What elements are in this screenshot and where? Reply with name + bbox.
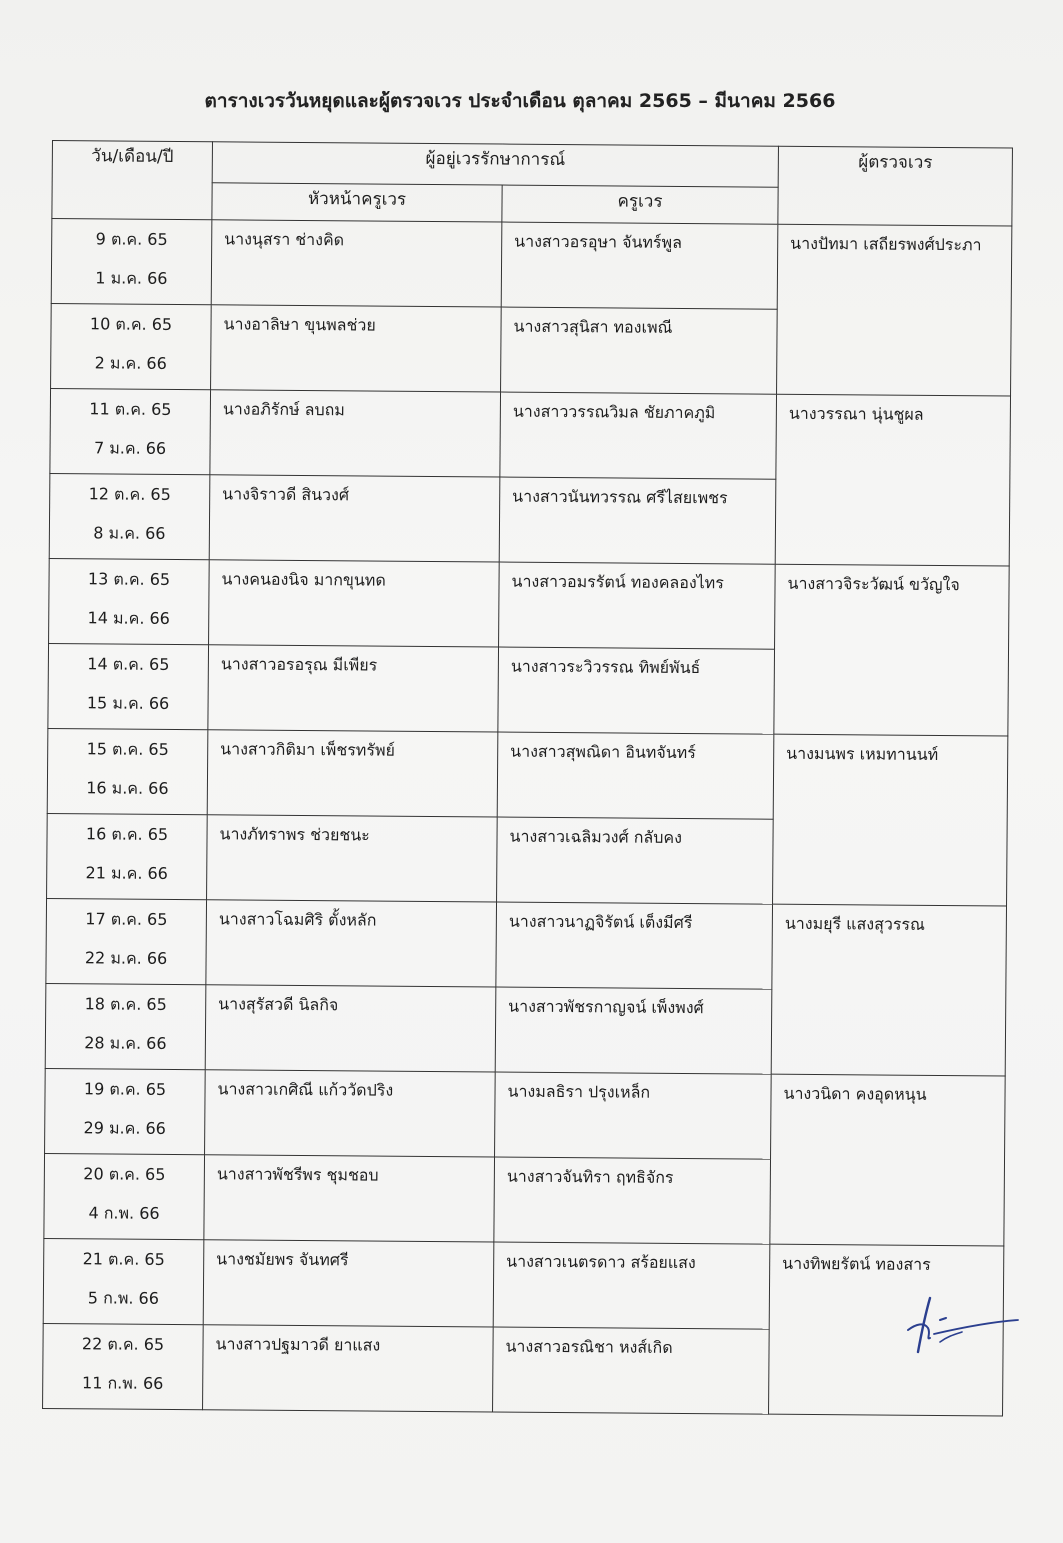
date-secondary: 16 ม.ค. 66 xyxy=(86,778,169,798)
date-primary: 12 ต.ค. 65 xyxy=(88,484,171,504)
head-teacher-cell: นางจิราวดี สินวงศ์ xyxy=(209,475,500,562)
teacher-cell: นางมลธิรา ปรุงเหล็ก xyxy=(495,1072,772,1159)
teacher-cell: นางสาวเนตรดาว สร้อยแสง xyxy=(493,1242,770,1329)
date-primary: 17 ต.ค. 65 xyxy=(85,909,168,929)
date-primary: 21 ต.ค. 65 xyxy=(82,1249,165,1269)
inspector-cell: นางวรรณา นุ่นชูผล xyxy=(775,394,1010,566)
date-primary: 22 ต.ค. 65 xyxy=(81,1334,165,1354)
inspector-cell: นางวนิดา คงอุดหนุน xyxy=(770,1074,1005,1246)
head-teacher-cell: นางอภิรักษ์ ลบถม xyxy=(210,390,501,477)
date-primary: 20 ต.ค. 65 xyxy=(83,1164,166,1184)
date-primary: 9 ต.ค. 65 xyxy=(95,229,168,249)
teacher-cell: นางสาวเฉลิมวงศ์ กลับคง xyxy=(497,817,774,904)
date-primary: 15 ต.ค. 65 xyxy=(86,739,169,759)
table-row xyxy=(43,1238,1004,1331)
date-cell xyxy=(51,303,212,389)
date-secondary: 29 ม.ค. 66 xyxy=(83,1118,166,1138)
head-teacher-cell: นางสาวอรอรุณ มีเพียร xyxy=(208,645,499,732)
head-teacher-cell: นางสาวกิติมา เพ็ชรทรัพย์ xyxy=(207,730,498,817)
head-teacher-cell: นางภัทราพร ช่วยชนะ xyxy=(207,815,498,902)
date-primary: 16 ต.ค. 65 xyxy=(85,824,169,844)
date-primary: 19 ต.ค. 65 xyxy=(83,1079,167,1099)
date-cell xyxy=(47,728,208,814)
table-row xyxy=(46,898,1007,991)
head-teacher-cell: นางสาวเกศิณี แก้ววัดปริง xyxy=(205,1070,496,1157)
date-cell xyxy=(43,1323,204,1409)
head-teacher-cell: นางสุรัสวดี นิลกิจ xyxy=(205,985,496,1072)
date-cell xyxy=(47,813,208,899)
date-secondary: 1 ม.ค. 66 xyxy=(95,268,168,288)
date-secondary: 11 ก.พ. 66 xyxy=(82,1373,164,1393)
date-cell xyxy=(49,473,210,559)
date-secondary: 5 ก.พ. 66 xyxy=(87,1288,160,1308)
date-cell xyxy=(48,643,209,729)
date-cell xyxy=(44,1153,205,1239)
teacher-cell: นางสาวนันทวรรณ ศรีไสยเพชร xyxy=(499,477,776,564)
table-row xyxy=(45,1068,1006,1161)
teacher-cell: นางสาวสุนิสา ทองเพณี xyxy=(501,307,778,394)
head-teacher-cell: นางนุสรา ช่างคิด xyxy=(211,220,502,307)
header-teacher: ครูเวร xyxy=(502,185,778,224)
inspector-cell: นางมนพร เหมทานนท์ xyxy=(773,734,1008,906)
header-inspector: ผู้ตรวจเวร xyxy=(778,146,1013,226)
head-teacher-cell: นางคนองนิจ มากขุนทด xyxy=(209,560,500,647)
date-cell xyxy=(45,1068,206,1154)
head-teacher-cell: นางอาลิษา ขุนพลช่วย xyxy=(211,305,502,392)
date-secondary: 14 ม.ค. 66 xyxy=(87,608,170,628)
duty-schedule-table xyxy=(42,140,1013,1417)
date-cell xyxy=(51,219,212,305)
date-cell xyxy=(46,898,207,984)
head-teacher-cell: นางสาวปฐมาวดี ยาแสง xyxy=(203,1325,494,1412)
date-primary: 13 ต.ค. 65 xyxy=(87,569,171,589)
date-secondary: 15 ม.ค. 66 xyxy=(86,693,170,713)
table-row xyxy=(51,219,1012,312)
signature-icon xyxy=(900,1290,1030,1360)
date-primary: 10 ต.ค. 65 xyxy=(89,314,173,334)
date-secondary: 4 ก.พ. 66 xyxy=(88,1203,160,1223)
teacher-cell: นางสาวอรณิชา หงส์เกิด xyxy=(493,1327,770,1414)
inspector-cell: นางทิพยรัตน์ ทองสาร xyxy=(769,1244,1004,1416)
date-primary: 18 ต.ค. 65 xyxy=(84,994,167,1014)
teacher-cell: นางสาววรรณวิมล ชัยภาคภูมิ xyxy=(500,392,777,479)
header-date: วัน/เดือน/ปี xyxy=(52,141,213,220)
date-cell xyxy=(43,1238,204,1324)
date-secondary: 28 ม.ค. 66 xyxy=(84,1033,167,1053)
table-row xyxy=(49,558,1010,651)
teacher-cell: นางสาวพัชรกาญจน์ เพ็งพงศ์ xyxy=(495,987,772,1074)
date-primary: 11 ต.ค. 65 xyxy=(89,399,172,419)
inspector-cell: นางสาวจิระวัฒน์ ขวัญใจ xyxy=(774,564,1009,736)
document-title: ตารางเวรวันหยุดและผู้ตรวจเวร ประจำเดือน ตุลาคม 2565 – มีนาคม 2566 xyxy=(204,90,836,112)
head-teacher-cell: นางชมัยพร จันทศรี xyxy=(203,1240,494,1327)
date-primary: 14 ต.ค. 65 xyxy=(87,654,170,674)
teacher-cell: นางสาวระวิวรรณ ทิพย์พันธ์ xyxy=(498,647,775,734)
date-cell xyxy=(45,983,206,1069)
inspector-cell: นางมยุรี แสงสุวรรณ xyxy=(771,904,1006,1076)
teacher-cell: นางสาวอมรรัตน์ ทองคลองไทร xyxy=(499,562,776,649)
header-duty-group: ผู้อยู่เวรรักษาการณ์ xyxy=(212,142,778,187)
teacher-cell: นางสาวจันทิรา ฤทธิจักร xyxy=(494,1157,771,1244)
head-teacher-cell: นางสาวพัชรีพร ชุมชอบ xyxy=(204,1155,495,1242)
date-secondary: 21 ม.ค. 66 xyxy=(85,863,168,883)
inspector-cell: นางปัทมา เสถียรพงศ์ประภา xyxy=(777,224,1012,396)
date-secondary: 2 ม.ค. 66 xyxy=(94,353,167,373)
table-row xyxy=(50,388,1011,481)
teacher-cell: นางสาวสุพณิดา อินทจันทร์ xyxy=(497,732,774,819)
date-secondary: 22 ม.ค. 66 xyxy=(84,948,168,968)
date-cell xyxy=(49,558,210,644)
teacher-cell: นางสาวอรอุษา จันทร์พูล xyxy=(501,222,778,309)
date-cell xyxy=(50,388,211,474)
head-teacher-cell: นางสาวโฉมศิริ ตั้งหลัก xyxy=(206,900,497,987)
header-head-teacher: หัวหน้าครูเวร xyxy=(212,183,502,222)
date-secondary: 7 ม.ค. 66 xyxy=(93,438,167,458)
date-secondary: 8 ม.ค. 66 xyxy=(93,523,166,543)
table-row xyxy=(47,728,1008,821)
teacher-cell: นางสาวนาฏจิรัตน์ เต็งมีศรี xyxy=(496,902,773,989)
